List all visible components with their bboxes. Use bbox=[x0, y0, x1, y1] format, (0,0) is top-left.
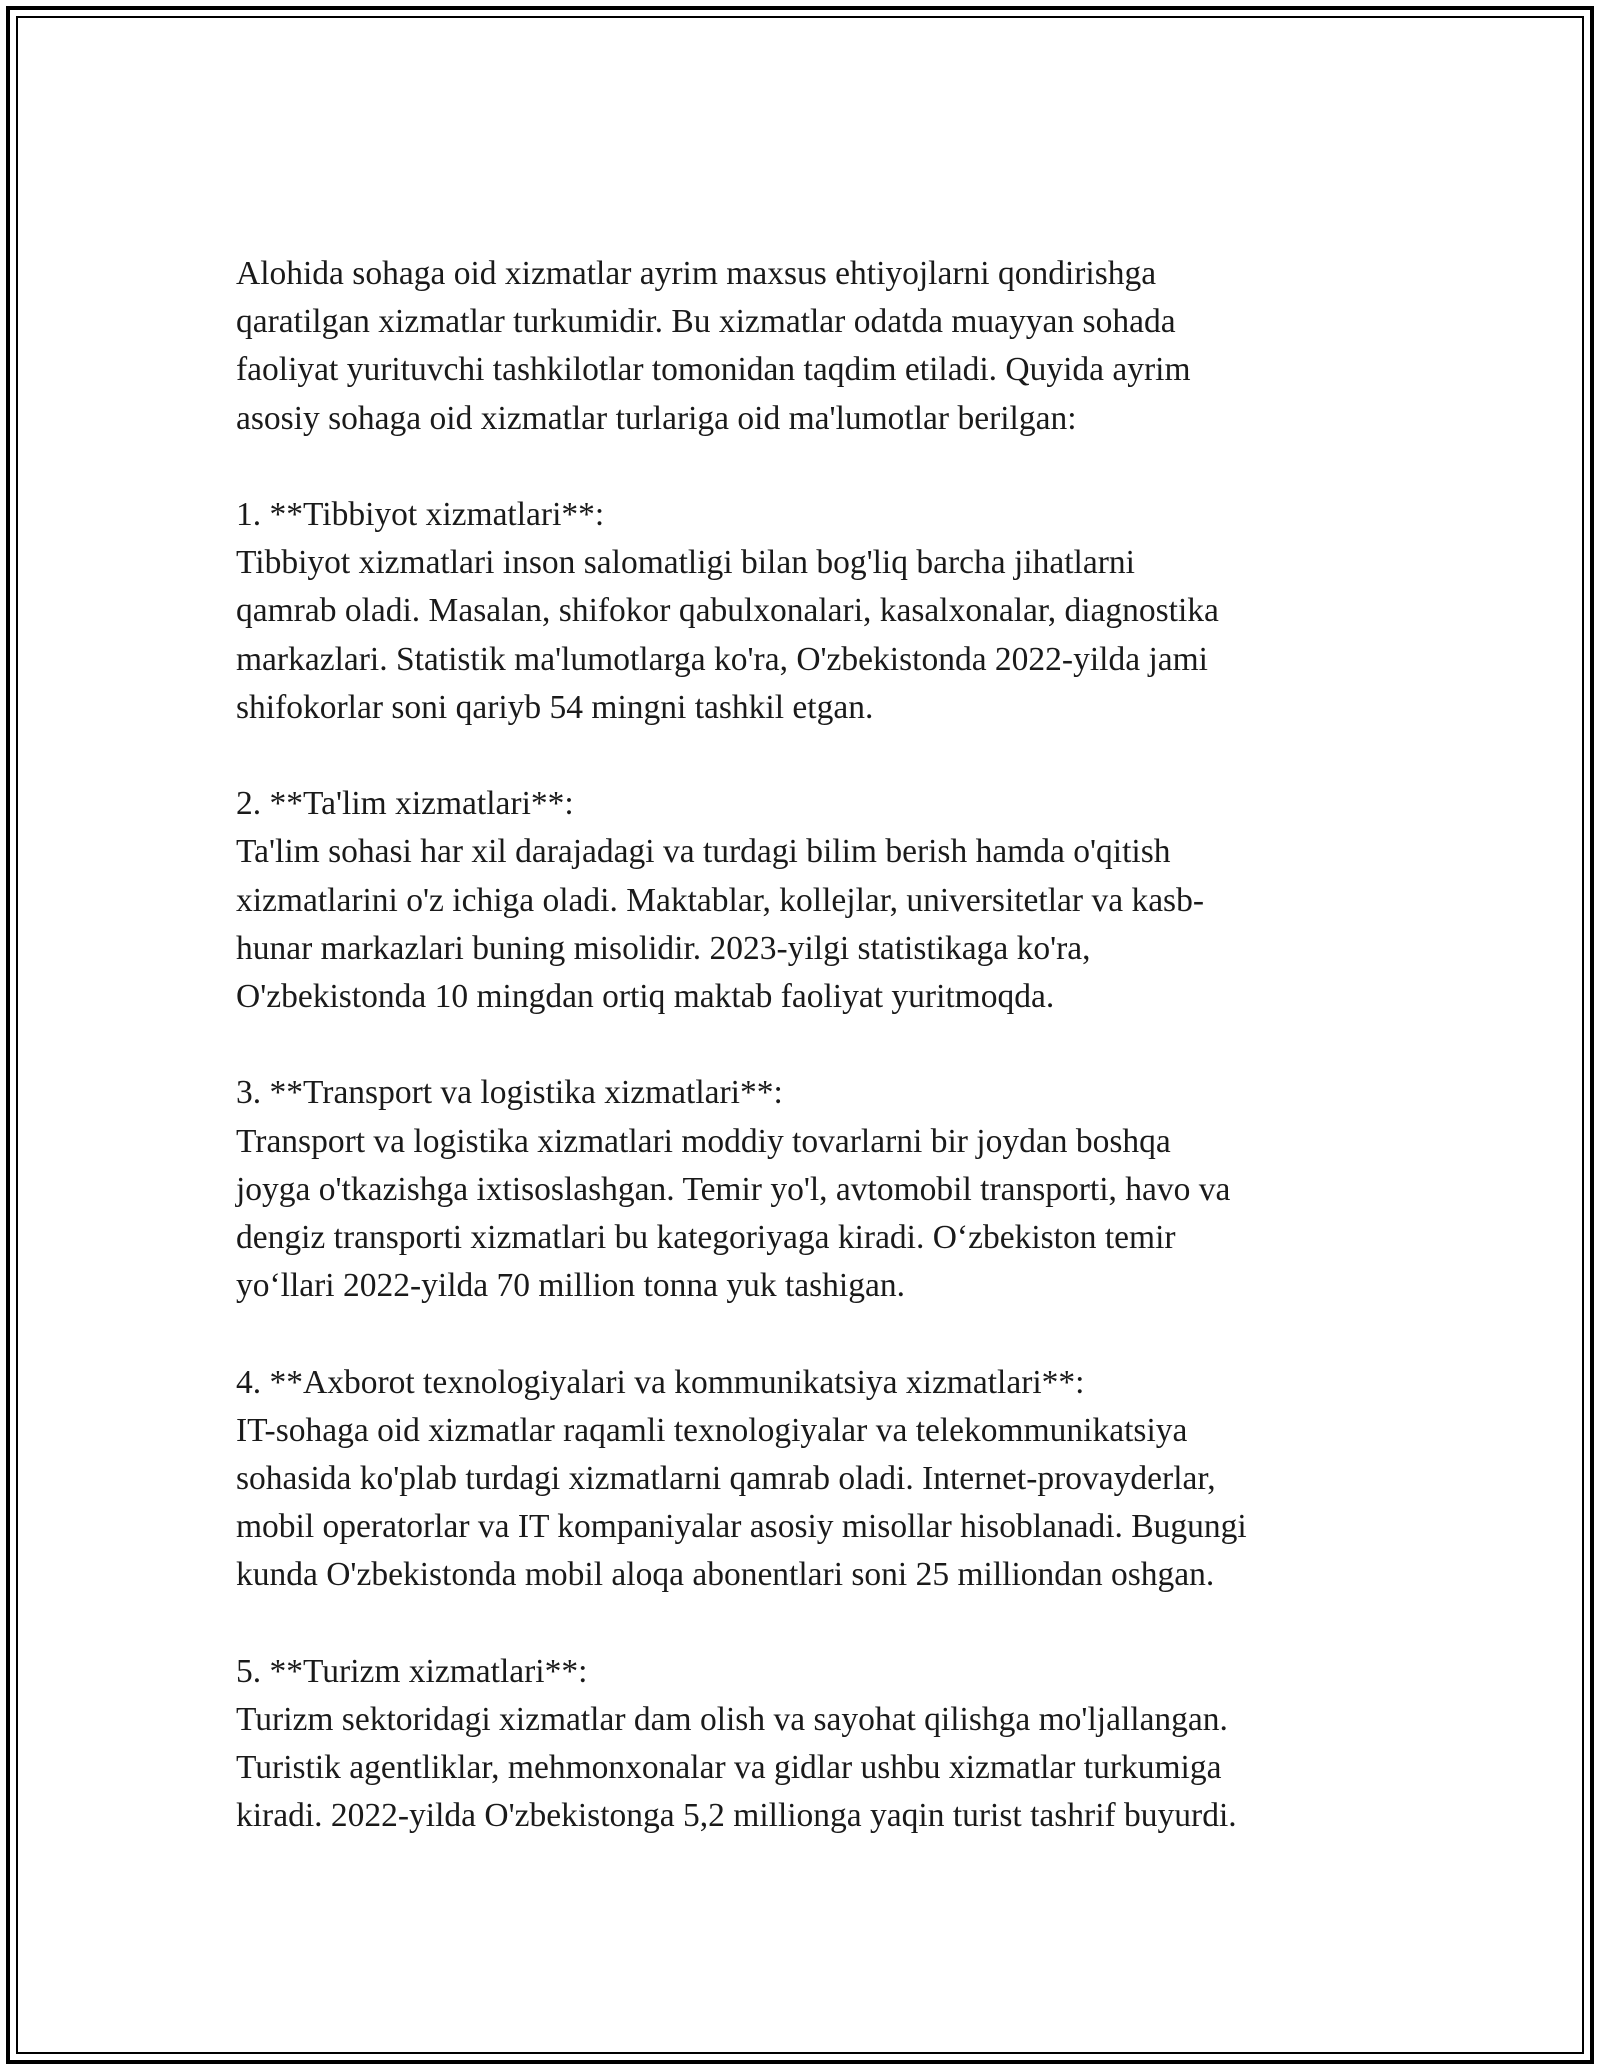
section-body: Turizm sektoridagi xizmatlar dam olish va sayohat qilishga mo'ljallangan. Turistik agentliklar, mehmonxonalar va gidlar ushbu xizmatlar turkumiga kiradi. 2022-yilda O'zbekistonga 5,2 millionga yaqin turist tashrif buyurdi. bbox=[236, 1701, 1237, 1835]
section-title: 2. **Ta'lim xizmatlari**: bbox=[236, 785, 574, 823]
section-body: Ta'lim sohasi har xil darajadagi va turdagi bilim berish hamda o'qitish xizmatlarini o'z ichiga oladi. Maktablar, kollejlar, universitetlar va kasb- hunar markazlari buning misolidir. 2023-yilgi statistikaga ko'ra, O'zbekistonda 10 mingdan ortiq maktab faoliyat yuritmoqda. bbox=[236, 833, 1204, 1016]
section-title: 3. **Transport va logistika xizmatlari**: bbox=[236, 1074, 783, 1112]
paragraph-gap bbox=[236, 443, 1386, 491]
section-tourism bbox=[236, 1648, 1386, 1841]
intro-paragraph: Alohida sohaga oid xizmatlar ayrim maxsus ehtiyojlarni qondirishga qaratilgan xizmatlar turkumidir. Bu xizmatlar odatda muayyan sohada faoliyat yurituvchi tashkilotlar tomonidan taqdim etiladi. Quyida ayrim asosiy sohaga oid xizmatlar turlariga oid ma'lumotlar berilgan: bbox=[236, 255, 1191, 437]
section-title: 5. **Turizm xizmatlari**: bbox=[236, 1652, 588, 1690]
paragraph-gap bbox=[236, 1021, 1386, 1069]
paragraph-gap bbox=[236, 1310, 1386, 1358]
section-education bbox=[236, 780, 1386, 1021]
section-body: Tibbiyot xizmatlari inson salomatligi bilan bog'liq barcha jihatlarni qamrab oladi. Masalan, shifokor qabulxonalari, kasalxonalar, diagnostika markazlari. Statistik ma'lumotlarga ko'ra, O'zbekistonda 2022-yilda jami shifokorlar soni qariyb 54 mingni tashkil etgan. bbox=[236, 544, 1219, 726]
document-body bbox=[236, 250, 1386, 1841]
paragraph-gap bbox=[236, 732, 1386, 780]
section-title: 4. **Axborot texnologiyalari va kommunikatsiya xizmatlari**: bbox=[236, 1363, 1085, 1401]
section-body: IT-sohaga oid xizmatlar raqamli texnologiyalar va telekommunikatsiya sohasida ko'plab turdagi xizmatlarni qamrab oladi. Internet-provayderlar, mobil operatorlar va IT kompaniyalar asosiy misollar hisoblanadi. Bugungi kunda O'zbekistonda mobil aloqa abonentlari soni 25 milliondan oshgan. bbox=[236, 1411, 1247, 1594]
section-it bbox=[236, 1359, 1386, 1600]
section-body: Transport va logistika xizmatlari moddiy tovarlarni bir joydan boshqa joyga o'tkazishga ixtisoslashgan. Temir yo'l, avtomobil transporti, havo va dengiz transporti xizmatlari bu kategoriyaga kiradi. O‘zbekiston temir yo‘llari 2022-yilda 70 million tonna yuk tashigan. bbox=[236, 1122, 1231, 1305]
section-transport bbox=[236, 1069, 1386, 1310]
section-medical bbox=[236, 491, 1386, 732]
section-title: 1. **Tibbiyot xizmatlari**: bbox=[236, 496, 605, 533]
paragraph-gap bbox=[236, 1600, 1386, 1648]
